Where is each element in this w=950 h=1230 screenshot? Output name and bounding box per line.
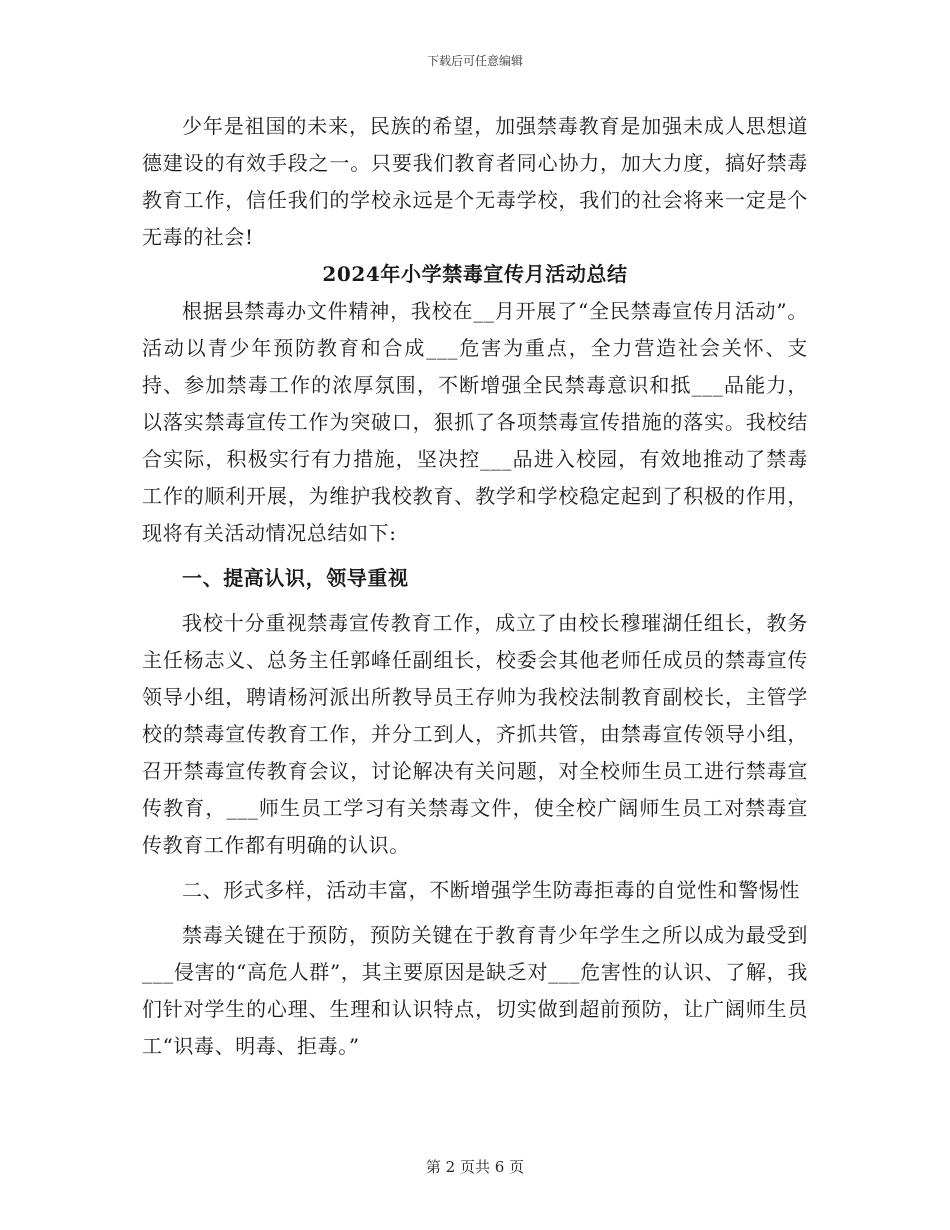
body-paragraph-2: 我校十分重视禁毒宣传教育工作，成立了由校长穆璀湖任组长，教务主任杨志义、总务主任郭峰任副组长，校委会其他老师任成员的禁毒宣传领导小组，聘请杨河派出所教导员王存帅为我校法制教育副校长，主管学校的禁毒宣传教育工作，并分工到人，齐抓共管，由禁毒宣传领导小组，召开禁毒宣传教育会议，讨论解决有关问题，对全校师生员工进行禁毒宣传教育，___师生员工学习有关禁毒文件，使全校广阔师生员工对禁毒宣传教育工作都有明确的认识。 xyxy=(142,611,808,857)
document-title: 2024年小学禁毒宣传月活动总结 xyxy=(322,262,628,286)
section-heading-2: 二、形式多样，活动丰富，不断增强学生防毒拒毒的自觉性和警惕性 xyxy=(182,878,800,902)
document-body xyxy=(142,108,808,1065)
spacer xyxy=(142,909,808,917)
spacer xyxy=(142,864,808,872)
spacer xyxy=(142,552,808,560)
spacer xyxy=(142,597,808,605)
body-paragraph-3: 禁毒关键在于预防，预防关键在于教育青少年学生之所以成为最受到___侵害的“高危人群”，其主要原因是缺乏对___危害性的认识、了解，我们针对学生的心理、生理和认识特点，切实做到超前预防，让广阔师生员工“识毒、明毒、拒毒。” xyxy=(142,923,808,1058)
page-header-note: 下载后可任意编辑 xyxy=(426,54,523,68)
body-paragraph-1: 根据县禁毒办文件精神，我校在__月开展了“全民禁毒宣传月活动”。活动以青少年预防教育和合成___危害为重点，全力营造社会关怀、支持、参加禁毒工作的浓厚氛围，不断增强全民禁毒意识和抵___品能力，以落实禁毒宣传工作为突破口，狠抓了各项禁毒宣传措施的落实。我校结合实际，积极实行有力措施，坚决控___品进入校园，有效地推动了禁毒工作的顺利开展，为维护我校教育、教学和学校稳定起到了积极的作用，现将有关活动情况总结如下: xyxy=(142,299,808,545)
intro-paragraph: 少年是祖国的未来，民族的希望，加强禁毒教育是加强未成人思想道德建设的有效手段之一。只要我们教育者同心协力，加大力度，搞好禁毒教育工作，信任我们的学校永远是个无毒学校，我们的社会将来一定是个无毒的社会! xyxy=(142,114,808,249)
page-number: 第 2 页共 6 页 xyxy=(425,1158,525,1176)
section-heading-1: 一、提高认识，领导重视 xyxy=(182,566,409,590)
